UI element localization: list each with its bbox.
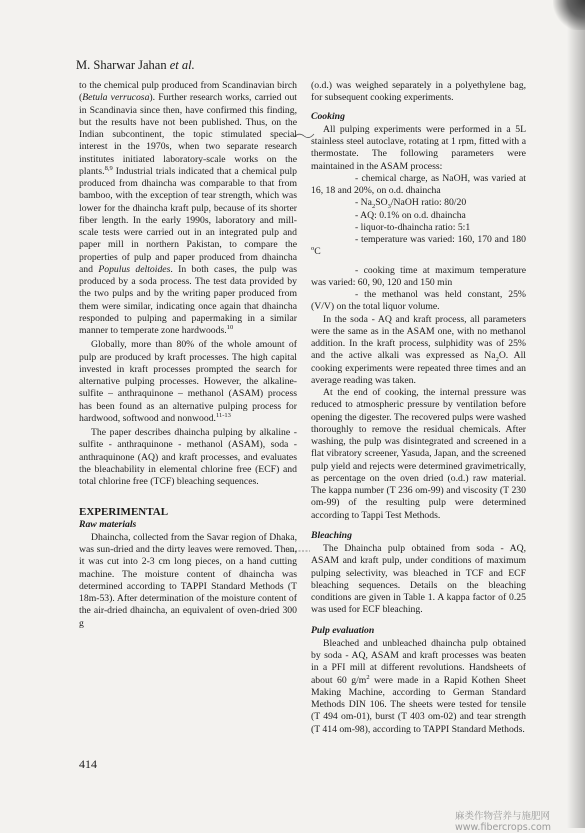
paragraph: (o.d.) was weighed separately in a polyethylene bag, for subsequent cooking experiments.: [311, 80, 526, 104]
subheading-cooking: Cooking: [311, 110, 345, 122]
list-item: - temperature was varied: 160, 170 and 180 $^o$C: [311, 234, 526, 258]
list-item: - the methanol was held constant, 25% (V/V) on the total liquor volume.: [311, 289, 526, 313]
subheading-raw-materials: Raw materials: [79, 518, 137, 530]
page-edge-shadow: [567, 0, 585, 828]
paragraph: Globally, more than 80% of the whole amount of pulp are produced by kraft processes. The high capital invested in kraft processes prompted the search for alternative pulping processes. However, the alkaline-sulfite – anthraquinone – methanol (ASAM) process has been found as an alternative pulping process for hardwood, softwood and nonwood.$^{11-13}$: [79, 339, 297, 424]
paragraph: Bleached and unbleached dhaincha pulp obtained by soda - AQ, ASAM and kraft processes was beaten in a PFI mill at different revolutions. Handsheets of about 60 $g/m^2$ were made in a Rapid Kothen Sheet Making Machine, according to German Standard Methods DIN 106. The sheets were tested for tensile (T 494 om-01), burst (T 403 om-02) and tear strength (T 414 om-98), according to TAPPI Standard Methods.: [311, 637, 526, 735]
header-author: M. Sharwar Jahan: [76, 58, 167, 72]
watermark: 麻类作物营养与施肥网 www.fibercrops.com: [455, 811, 552, 833]
paragraph: In the soda - AQ and kraft process, all parameters were the same as in the ASAM one, with no methanol addition. In the kraft process, sulphidity was of 25% and the active alkali was expressed as $Na_2O$. All cooking experiments were repeated three times and an average reading was taken.: [311, 313, 526, 386]
running-header: [76, 58, 195, 73]
subheading-pulp-evaluation: Pulp evaluation: [311, 624, 375, 636]
list-item: - liquor-to-dhaincha ratio: 5:1: [355, 221, 471, 233]
header-etal: et al.: [166, 58, 195, 72]
page-number: 414: [79, 757, 97, 771]
section-heading-experimental: EXPERIMENTAL: [79, 506, 169, 519]
list-item: - AQ: 0.1% on o.d. dhaincha: [355, 209, 466, 221]
paragraph: At the end of cooking, the internal pressure was reduced to atmospheric pressure by ventilation before opening the digester. The recovered pulps were washed thoroughly to remove the residual chemicals. After washing, the pulp was disintegrated and screened in a flat vibratory screener, Yasuda, Japan, and the screened pulp yield and rejects were determined gravimetrically, as percentage on the oven dried (o.d.) raw material. The kappa number (T 236 om-99) and viscosity (T 230 om-99) of the resulting pulp were determined according to Tappi Test Methods.: [311, 387, 526, 521]
list-item: - cooking time at maximum temperature was varied: 60, 90, 120 and 150 min: [311, 264, 526, 288]
scan-corner-shadow: [553, 0, 585, 30]
right-column: [311, 80, 526, 736]
paragraph: The Dhaincha pulp obtained from soda - AQ, ASAM and kraft pulp, under conditions of maximum pulping selectivity, was bleached in TCF and ECF bleaching sequences. Details on the bleaching conditions are given in Table 1. A kappa factor of 0.25 was used for ECF bleaching.: [311, 543, 526, 616]
paragraph: Dhaincha, collected from the Savar region of Dhaka, was sun-dried and the dirty leaves were removed. Then, it was cut into 2-3 cm long pieces, on a hand cutting machine. The moisture content of dhaincha was determined according to TAPPI Standard Methods (T 18m-53). After determination of the moisture content of the air-dried dhaincha, an equivalent of oven-dried 300 g: [79, 531, 297, 629]
left-column: [79, 80, 297, 630]
subheading-bleaching: Bleaching: [311, 529, 352, 541]
list-item: - chemical charge, as NaOH, was varied at 16, 18 and 20%, on o.d. dhaincha: [311, 172, 526, 196]
paragraph: The paper describes dhaincha pulping by alkaline - sulfite - anthraquinone - methanol (ASAM), soda - anthraquinone (AQ) and kraft processes, and evaluates the bleachability in elemental chlorine free (ECF) and total chlorine free (TCF) bleaching sequences.: [79, 427, 297, 487]
paragraph: to the chemical pulp produced from Scandinavian birch (Betula verrucosa). Further research works, carried out in Scandinavia since then, have confirmed this finding, but the results have not been published. Thus, on the Indian subcontinent, the topic stimulated special interest in the 1970s, when two separate research institutes initiated laboratory-scale works on the plants.$^{8,9}$ Industrial trials indicated that a chemical pulp produced from dhaincha was comparable to that from bamboo, with the exception of tear strength, which was lower for the dhaincha kraft pulp, because of its shorter fiber length. In the early 1990s, laboratory and mill-scale tests were carried out in an integrated pulp and paper mill in northern Pakistan, to compare the properties of pulp and paper produced from dhaincha and Populus deltoides. In both cases, the pulp was produced by a soda process. The test data provided by the two pulps and by the writing paper produced from them were similar, indicating once again that dhaincha responded to pulping and papermaking in a similar manner to temperate zone hardwoods.$^{10}$: [79, 80, 297, 336]
list-item: - $Na_2SO_3$/NaOH ratio: 80/20: [355, 197, 467, 211]
paragraph: All pulping experiments were performed in a 5L stainless steel autoclave, rotating at 1 rpm, fitted with a thermostate. The following parameters were maintained in the ASAM process:: [311, 123, 526, 172]
